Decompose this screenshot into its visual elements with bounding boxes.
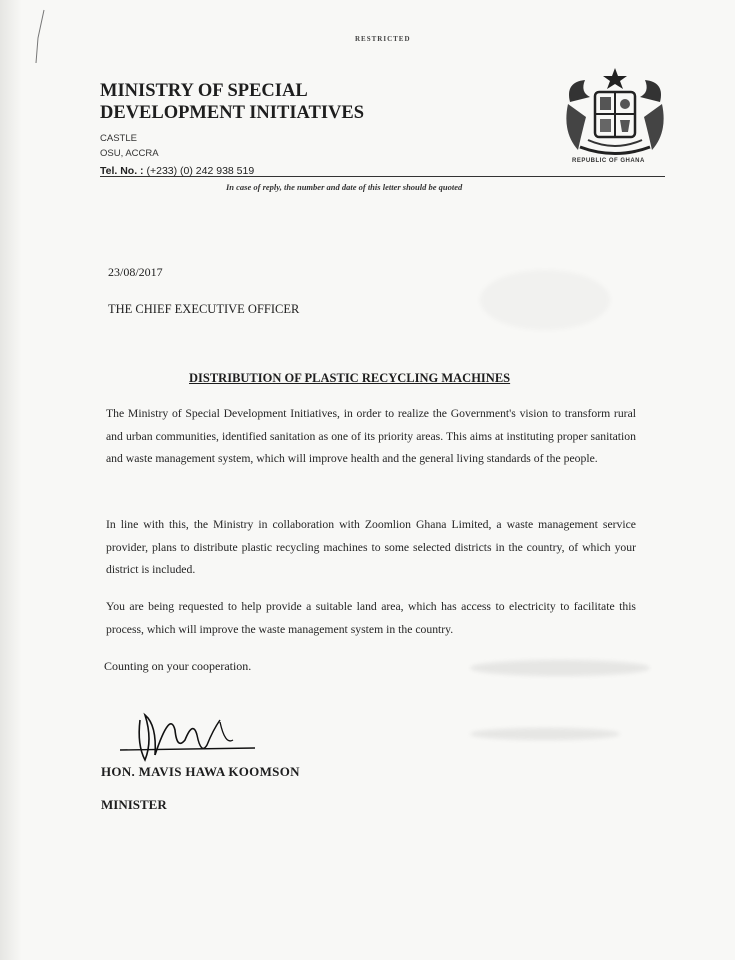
coat-of-arms-icon xyxy=(560,62,670,162)
body-paragraph: In line with this, the Ministry in collaboration with Zoomlion Ghana Limited, a waste management service provider, plans to distribute plastic recycling machines to some selected districts in the country, of which your district is included. xyxy=(106,518,636,576)
address-line-2: OSU, ACCRA xyxy=(100,148,159,159)
telephone-number: (+233) (0) 242 938 519 xyxy=(146,165,255,177)
signatory-name: HON. MAVIS HAWA KOOMSON xyxy=(101,764,300,779)
signatory-title: MINISTER xyxy=(101,797,167,812)
telephone-label: Tel. No. : xyxy=(100,165,144,177)
address-line-1: CASTLE xyxy=(100,133,137,144)
letter-subject: DISTRIBUTION OF PLASTIC RECYCLING MACHINES xyxy=(189,371,511,385)
scan-smudge xyxy=(480,270,610,330)
pen-stroke-mark xyxy=(30,8,50,68)
header-divider xyxy=(100,176,665,177)
body-paragraph: You are being requested to help provide a suitable land area, which has access to electricity to facilitate this process, which will improve the waste management system in the country. xyxy=(106,600,636,636)
scan-smudge xyxy=(470,728,620,740)
closing-line: Counting on your cooperation. xyxy=(104,659,252,673)
letter-date: 23/08/2017 xyxy=(108,265,163,279)
body-paragraph: The Ministry of Special Development Initiatives, in order to realize the Government's vision to transform rural and urban communities, identified sanitation as one of its priority areas. This aims at instituting proper sanitation and waste management system, which will improve health and the general living standards of the people. xyxy=(106,407,636,465)
classification-label: RESTRICTED xyxy=(355,35,411,43)
scan-smudge xyxy=(470,660,650,676)
ministry-name: MINISTRY OF SPECIAL DEVELOPMENT INITIATIVES xyxy=(100,81,365,123)
reply-instruction: In case of reply, the number and date of this letter should be quoted xyxy=(226,182,463,192)
scan-edge xyxy=(0,0,22,960)
crest-caption: REPUBLIC OF GHANA xyxy=(572,158,645,164)
addressee: THE CHIEF EXECUTIVE OFFICER xyxy=(108,302,300,316)
